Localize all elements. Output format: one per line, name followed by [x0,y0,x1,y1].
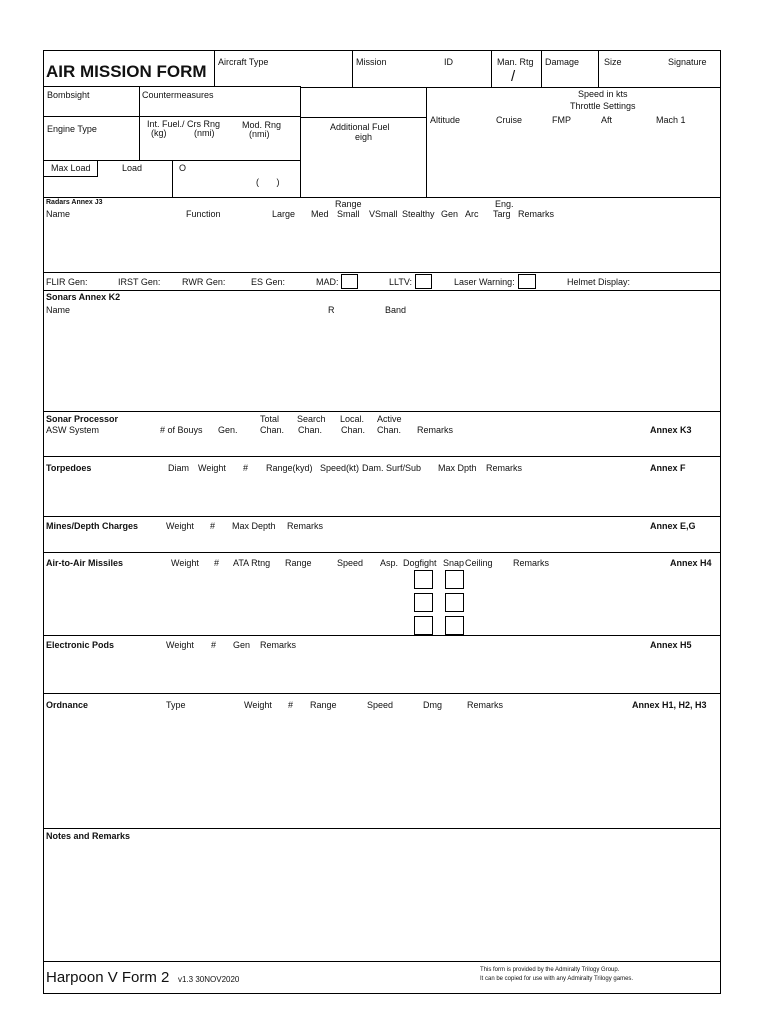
snap-checkbox-1[interactable] [445,570,464,589]
pods-weight-label: Weight [166,640,194,650]
radars-col-small: Small [337,209,360,219]
sonars-title: Sonars Annex K2 [46,292,121,302]
aam-ceiling-label: Ceiling [465,558,493,568]
additional-fuel-label: Additional Fuel [330,122,390,132]
altitude-label: Altitude [430,115,461,125]
form-frame [43,50,721,994]
id-label: ID [444,57,453,67]
mod-rng-label: Mod. Rng [242,120,282,130]
lltv-checkbox[interactable] [415,274,432,289]
ord-type-label: Type [166,700,186,710]
throttle-settings-label: Throttle Settings [570,101,636,111]
pods-remarks-label: Remarks [260,640,297,650]
disclaimer-line-2: It can be copied for use with any Admiralty Trilogy games. [480,976,634,982]
sonars-col-band: Band [385,305,407,315]
active-chan-label: Active [377,414,402,424]
o-label: O [179,163,187,173]
irst-gen-label: IRST Gen: [118,277,161,287]
search-chan-label: Search [297,414,326,424]
aam-speed-label: Speed [337,558,364,568]
sonars-col-name: Name [46,305,71,315]
ord-num-label: # [288,700,294,710]
mad-label: MAD: [316,277,339,287]
man-rtg-label: Man. Rtg [497,57,534,67]
local-chan-label-2: Chan. [341,425,366,435]
asw-system-label: ASW System [46,425,100,435]
damage-label: Damage [545,57,580,67]
pods-gen-label: Gen [233,640,251,650]
ord-dmg-label: Dmg [423,700,443,710]
torp-weight-label: Weight [198,463,226,473]
sp-annex-label: Annex K3 [650,425,692,435]
pods-annex-label: Annex H5 [650,640,692,650]
local-chan-label: Local. [340,414,365,424]
disclaimer-line-1: This form is provided by the Admiralty Trilogy Group. [480,967,620,973]
speed-in-kts-label: Speed in kts [578,89,628,99]
radars-col-arc: Arc [465,209,479,219]
snap-checkbox-3[interactable] [445,616,464,635]
aam-asp-label: Asp. [380,558,399,568]
radars-col-targ: Targ [493,209,511,219]
int-fuel-units: (kg) (nmi) [151,128,215,138]
rwr-gen-label: RWR Gen: [182,277,226,287]
fmp-label: FMP [552,115,571,125]
mod-rng-units: (nmi) [249,129,270,139]
radars-range-head: Range [335,199,362,209]
torp-remarks-label: Remarks [486,463,523,473]
aam-title: Air-to-Air Missiles [46,558,124,568]
mach1-label: Mach 1 [656,115,686,125]
flir-gen-label: FLIR Gen: [46,277,88,287]
ord-weight-label: Weight [244,700,272,710]
torp-diam-label: Diam [168,463,190,473]
torp-dam-label: Dam. Surf/Sub [362,463,422,473]
mines-title: Mines/Depth Charges [46,521,139,531]
mines-weight-label: Weight [166,521,194,531]
torp-range-label: Range(kyd) [266,463,313,473]
radars-col-large: Large [272,209,296,219]
pods-num-label: # [211,640,217,650]
aam-snap-label: Snap [443,558,465,568]
aam-annex-label: Annex H4 [670,558,712,568]
int-fuel-label: Int. Fuel./ Crs Rng [147,119,221,129]
man-rtg-slash: / [511,68,516,85]
sonars-col-r: R [328,305,335,315]
countermeasures-label: Countermeasures [142,90,214,100]
cruise-label: Cruise [496,115,523,125]
mines-remarks-label: Remarks [287,521,324,531]
ord-speed-label: Speed [367,700,394,710]
bombsight-label: Bombsight [47,90,90,100]
eigh-label: eigh [355,132,373,142]
aircraft-type-label: Aircraft Type [218,57,269,67]
torp-speed-label: Speed(kt) [320,463,360,473]
radars-col-function: Function [186,209,221,219]
signature-label: Signature [668,57,707,67]
aam-remarks-label: Remarks [513,558,550,568]
mission-label: Mission [356,57,387,67]
mad-checkbox[interactable] [341,274,358,289]
torpedoes-title: Torpedoes [46,463,92,473]
laser-warning-checkbox[interactable] [518,274,536,289]
size-label: Size [604,57,622,67]
es-gen-label: ES Gen: [251,277,286,287]
notes-title: Notes and Remarks [46,831,131,841]
radars-col-gen: Gen [441,209,459,219]
snap-checkbox-2[interactable] [445,593,464,612]
aam-weight-label: Weight [171,558,199,568]
dogfight-checkbox-3[interactable] [414,616,433,635]
form-name: Harpoon V Form 2 [46,969,170,986]
aft-label: Aft [601,115,613,125]
radars-title: Radars Annex J3 [46,199,103,206]
radars-col-stealthy: Stealthy [402,209,435,219]
mines-num-label: # [210,521,216,531]
torp-num-label: # [243,463,249,473]
sp-remarks-label: Remarks [417,425,454,435]
lltv-label: LLTV: [389,277,413,287]
radars-col-remarks: Remarks [518,209,555,219]
sonar-processor-title: Sonar Processor [46,414,119,424]
torp-maxdpth-label: Max Dpth [438,463,477,473]
aam-dogfight-label: Dogfight [403,558,437,568]
laser-warning-label: Laser Warning: [454,277,515,287]
parens-label: ( ) [256,177,280,187]
total-chan-label-2: Chan. [260,425,285,435]
active-chan-label-2: Chan. [377,425,402,435]
form-version: v1.3 30NOV2020 [178,975,240,984]
aam-ata-label: ATA Rtng [233,558,271,568]
sp-gen-label: Gen. [218,425,238,435]
pods-title: Electronic Pods [46,640,115,650]
dogfight-checkbox-1[interactable] [414,570,433,589]
form-title: AIR MISSION FORM [46,62,207,81]
radars-col-name: Name [46,209,71,219]
radars-eng-head: Eng. [495,199,514,209]
search-chan-label-2: Chan. [298,425,323,435]
bouys-label: # of Bouys [160,425,203,435]
helmet-display-label: Helmet Display: [567,277,631,287]
aam-num-label: # [214,558,220,568]
ord-range-label: Range [310,700,337,710]
ordnance-title: Ordnance [46,700,89,710]
mines-annex-label: Annex E,G [650,521,696,531]
total-chan-label: Total [260,414,280,424]
aam-range-label: Range [285,558,312,568]
mines-maxdepth-label: Max Depth [232,521,276,531]
ord-annex-label: Annex H1, H2, H3 [632,700,707,710]
ord-remarks-label: Remarks [467,700,504,710]
radars-col-vsmall: VSmall [369,209,398,219]
torp-annex-label: Annex F [650,463,686,473]
dogfight-checkbox-2[interactable] [414,593,433,612]
engine-type-label: Engine Type [47,124,97,134]
load-label: Load [122,163,143,173]
radars-col-med: Med [311,209,329,219]
max-load-label: Max Load [51,163,91,173]
